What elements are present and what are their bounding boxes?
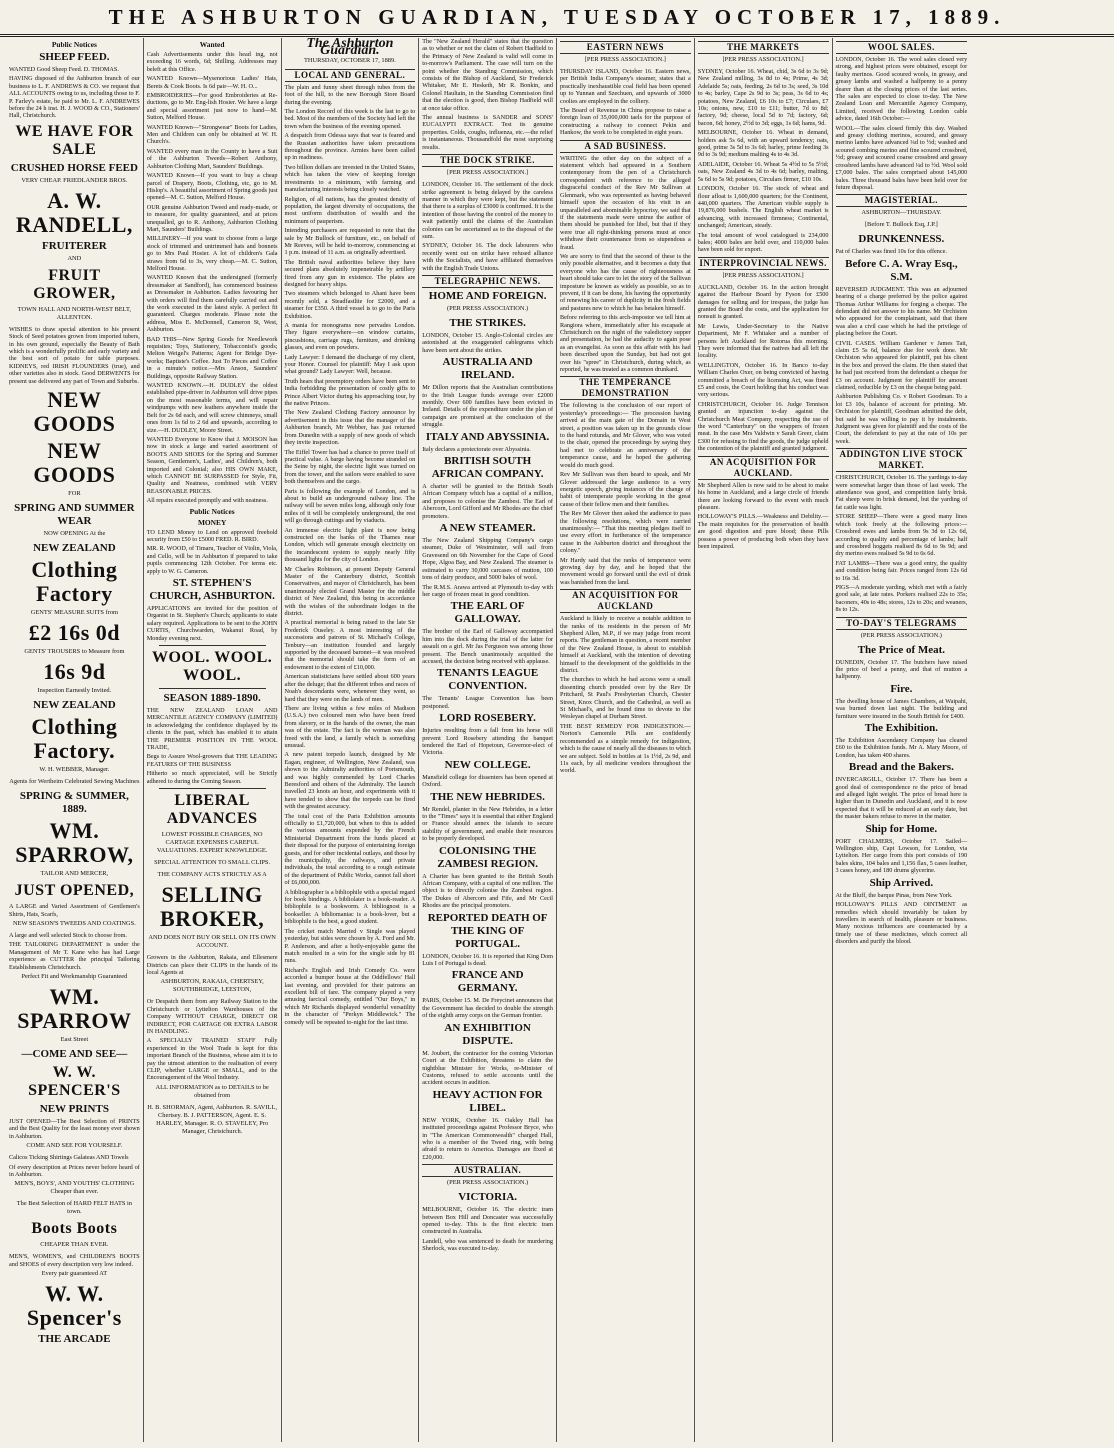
ad-line: ASHBURTON—THURSDAY. xyxy=(861,209,942,217)
ad-line: SHEEP FEED. xyxy=(39,51,110,63)
ad-line: LOWEST POSSIBLE CHARGES, NO CARTAGE EXPENSES CAREFUL VALUATIONS. EXPERT KNOWLEDGE. xyxy=(156,831,268,855)
article-paragraph: WANTED every man in the County to have a Suit of the Ashburton Tweeds—Robert Anthony, Ashburton Clothing Mart, Saunders' Buildings. xyxy=(146,147,278,170)
article-paragraph: The annual business is SANDER and SONS' EUCALYPTI EXTRACT. Test its genuine properties. Colds, coughs, influenza, etc.—the relief is instantaneous. Thousandfold the most surprising results. xyxy=(422,114,553,151)
ad-line: THE STRIKES. xyxy=(449,316,526,329)
ad-line: TOWN HALL AND NORTH-WEST BELT, ALLENTON. xyxy=(17,305,132,321)
article-paragraph: MR. R. WOOD, of Timaru, Teacher of Violin, Viola, and Cello, will be in Ashburton if prepared to take pupils commencing 12th October. For terms etc. apply to W. G. Cameron. xyxy=(146,545,278,575)
article-paragraph: Calicos Ticking Shirtings Galateas AND Towels xyxy=(9,1154,129,1162)
article-paragraph: Intending purchasers are requested to note that the sale by Mr Bullock of furniture, etc., on behalf of Mr Reeves, will be held to-morrow, commencing at 1 p.m. instead of 11 a.m. as originally advertised. xyxy=(284,227,416,257)
ad-line: THE EARL OF GALLOWAY. xyxy=(450,600,525,626)
ad-line: Agents for Wertheim Celebrated Sewing Machines xyxy=(9,778,140,786)
ad-line: THURSDAY, OCTOBER 17, 1889. xyxy=(303,56,396,64)
article-paragraph: The New Zealand Shipping Company's cargo steamer, Duke of Westminster, will sail from Gravesend on 6th November for the Cape of Good Hope, Algoa Bay, and New Zealand. The steamer is estimated to carry 30,000 carcases of mutton, 100 tons of dairy produce, and 5000 bales of wool. xyxy=(422,537,553,582)
article-paragraph: WANTED Known—"Strongwear" Boots for Ladies, Men and Children can only be obtained at W. H. Church's. xyxy=(146,123,278,146)
article-paragraph: WANTED Known that the undersigned (formerly dressmaker at Sandford), has commenced business as Dressmaker in Ashburton. Ladies favouring her with orders will find them carefully carried out and the work executed in the latest style. A perfect fit guaranteed. Charges moderate. Please note the address, Miss E. McDonnell, Cameron St, West, Ashburton. xyxy=(146,274,278,334)
section-heading: LOCAL AND GENERAL. xyxy=(285,69,416,82)
article-paragraph: LONDON, October 16. The wool sales closed very strong, and highest prices were obtained, except for faulty merinos. Good scoured wools, in greasy, and greasy lambs and washed a halfpenny to a penny dearer than at the closing prices of the last series. The sales are expected to close to-day. The New Zealand Loan and Mercantile Agency Company, Limited, received the following London cable advice, dated 16th October:— xyxy=(835,56,968,123)
ad-line: —COME AND SEE— xyxy=(21,1047,128,1060)
article-paragraph: Mr Dillon reports that the Australian contributions to the Irish League funds average over £2000 monthly. Over 600 families have been evicted in Ireland. Details of the expenditure under the plan of campaign are promised at the conclusion of the struggle. xyxy=(422,384,553,429)
article-paragraph: At the Bluff, the barque Pinas, from New York. xyxy=(835,891,953,899)
ad-line: THE COMPANY ACTS STRICTLY AS A xyxy=(157,871,267,879)
article-paragraph: REVERSED JUDGMENT. This was an adjourned hearing of a charge preferred by the police against Thomas Arthur Williams for forging a cheque. The defendant did not answer to his name. Mr Orchiston who appeared for the complainant, said that there was also a civil case which he had the privilege of placing before the Court. xyxy=(835,285,968,338)
column-7 xyxy=(833,38,971,1442)
article-paragraph: Landell, who was sentenced to death for murdering Sherlock, was executed to-day. xyxy=(422,1237,553,1253)
ad-line: THE NEW HEBRIDES. xyxy=(430,790,545,803)
column-1 xyxy=(6,38,144,1442)
ad-line: Wanted xyxy=(199,40,225,49)
ad-line: ITALY AND ABYSSINIA. xyxy=(425,430,550,443)
article-paragraph: Mr Shepherd Allen is now said to be about to make his home in Auckland, and a large circle of friends there are looking forward to the event with much pleasure. xyxy=(697,481,829,511)
article-paragraph: The plain and funny sheet through tubes from the foot of the hill, to the new Borough Store Board during the evening. xyxy=(284,83,416,106)
ad-line: MEN'S, BOYS', AND YOUTHS' CLOTHING Cheaper than ever. xyxy=(14,1180,135,1196)
ad-line: NEW GOODS xyxy=(33,387,116,437)
ad-line: NEW SEASON'S TWEEDS AND COATINGS. xyxy=(12,919,136,927)
article-paragraph: Mr Hardy said that the ranks of temperance were growing day by day, and he hoped that the movement would go forward until the evil of drink was banished from the land. xyxy=(560,556,691,586)
ad-line: The Best Selection of HARD FELT HATS in town. xyxy=(16,1200,132,1216)
ad-line: COLONISING THE ZAMBESI REGION. xyxy=(437,844,539,870)
section-heading: THE TEMPERANCE DEMONSTRATION xyxy=(560,376,691,400)
ad-line: [PER PRESS ASSOCIATION.] xyxy=(722,56,804,63)
ad-line: £2 16s 0d xyxy=(28,620,121,646)
article-paragraph: APPLICATIONS are invited for the position of Organist in St. Stephen's Church; applicants to state salary required. Applications to be sent to the JOHN CURTIS, Churchwarden, Wakanui Road, by Monday evening next. xyxy=(146,605,278,642)
section-heading: EASTERN NEWS xyxy=(560,41,691,54)
section-heading: TO-DAY'S TELEGRAMS xyxy=(836,617,968,630)
article-paragraph: JUST OPENED—The Best Selection of PRINTS and the Best Quality for the least money ever shown in Ashburton. xyxy=(9,1117,140,1140)
article-paragraph: LONDON, October 15. Anglo-Colonial circles are astonished at the exaggerated cablegrams which have been sent about the strikes. xyxy=(422,331,553,354)
ad-line: [PER PRESS ASSOCIATION.] xyxy=(447,169,529,177)
ad-line: BRITISH SOUTH AFRICAN COMPANY. xyxy=(431,455,544,481)
article-paragraph: SYDNEY, October 16. The dock labourers who recently went out on strike have refused alliance with the Socialists, and have affiliated themselves with the English Trade Unions. xyxy=(422,242,553,272)
ad-line: W. H. WEBBER, Manager. xyxy=(39,766,110,774)
article-paragraph: PORT CHALMERS, October 17. Sailed—Wellington ship, Capt Lowson, for London, via Lyttelton. Her cargo from this port consists of 190 bales skins, 104 bales and 1,156 flax, 5 cases leather, 3 cases honey, and 180 drums glycerine. xyxy=(835,837,968,875)
article-paragraph: Begs to Assure Wool-growers that THE LEADING FEATURES OF THE BUSINESS xyxy=(146,753,278,768)
article-paragraph: Auckland is likely to receive a notable addition to the ranks of its residents in the person of Mr Shepherd Allen, M.P., if we may judge from recent reports. The gentleman in question, a recent member of the New Zealand House, is about to establish himself at Auckland, with the intention of devoting himself to the development of the goldfields in the district. xyxy=(560,615,691,675)
ad-line: ASHBURTON, RAKAIA, CHERTSEY, SOUTHBRIDGE, LEESTON, xyxy=(160,978,264,994)
article-paragraph: Hitherto so much appreciated, will be Strictly adhered to during the Coming Season. xyxy=(146,770,278,785)
article-paragraph: CHRISTCHURCH, October 16. The yardings to-day were somewhat larger than those of last week. The attendance was good, and competition fairly brisk. Fat sheep were in brisk demand, but the yarding of fat cattle was light. xyxy=(835,474,968,511)
article-paragraph: There are living within a few miles of Madison (U.S.A.) two coloured men who have been freed from slavery, or in the hands of the owner, the man was of the estate. The fact is the woman was also freed with the land, a family which is something unusual. xyxy=(284,704,416,749)
article-paragraph: Two steamers which belonged to Ahani have been recently sold, a Steadfastlite for £2000, and a steamer for £350. A third vessel is to go to the Paris Exhibition. xyxy=(284,290,416,320)
article-paragraph: Of every description at Prices never before heard of in Ashburton. xyxy=(9,1163,140,1178)
ad-line: VERY CHEAP. FRIEDLANDER BROS. xyxy=(21,176,128,184)
column-2 xyxy=(144,38,282,1442)
article-paragraph: LONDON, October 16. It is reported that King Dom Luis I of Portugal is dead. xyxy=(422,952,553,968)
ad-line: SPRING & SUMMER, 1889. xyxy=(19,790,129,816)
article-paragraph: THE BEST REMEDY FOR INDIGESTION.—Norton's Camomile Pills are confidently recommended as a simple remedy for indigestion, which is the cause of nearly all the diseases to which we are subject. Sold in bottles at 1s 1½d, 2s 9d, and 11s each, by all medicine vendors throughout the world. xyxy=(560,722,691,775)
ad-line: NEW ZEALAND xyxy=(33,699,116,712)
article-paragraph: A practical memorial is being raised to the late Sir Frederick Ouseley. A most interesting of the successions and patrons of St. Michael's College, Tenbury—an institution founded and largely supported by the deceased baronet—it was resolved that the memorial should take the form of an endowment to the extent of £10,000. xyxy=(284,619,416,671)
article-paragraph: NEW YORK, October 16. Oakley Hall has instituted proceedings against Professor Bryce, who in "The American Commonwealth" charged Hall, who is a member of the Tweed ring, with being afraid to return to America. Damages are fixed at £20,000. xyxy=(422,1116,553,1161)
ad-line: [PER PRESS ASSOCIATION.] xyxy=(722,271,804,279)
article-paragraph: Italy declares a protectorate over Abyssinia. xyxy=(422,445,531,453)
article-paragraph: Religion, of all nations, has the greatest density of population, the largest diversity of occupations, the most uniform distribution of wealth and the minimum of pauperism. xyxy=(284,195,416,225)
ad-line: WOOL. WOOL. WOOL. xyxy=(151,649,273,685)
article-paragraph: OUR genuine Ashburton Tweed and ready-made, or to measure, for quality guaranteed, and at prices unequalled, go to R. Anthony, Ashburton Clothing Mart, Saunders' Buildings. xyxy=(146,203,278,233)
article-paragraph: HOLLOWAY'S PILLS AND OINTMENT as remedies which should invariably be taken by travellers in search of health, pleasure or business. Many noxious influences are counteracted by a timely use of these medicines, which correct all disorders and purify the blood. xyxy=(835,901,968,946)
article-paragraph: SYDNEY, October 16. Wheat, chid, 3s 6d to 3s 9d; New Zealand milling, 3s 8d to 4s; Prime, 4s 3d; Adelaide 5s; oats, feeding, 2s 6d to 3s; seed, 3s 10d to 4s; barley, Cape 2s 9d to 3s; peas, 3s 6d to 4s; potatoes, New Zealand, £6 10s to £7; Circulars, £7 10s; onions, new, £10 to £11; butter, 7d to 8d; factory, 9d; cheese, local 5d to 7d; factory, 6d; bacon, 6d; honey, 2½d to 3d; eggs, 1s 6d; hams, 9d. xyxy=(697,68,829,127)
article-paragraph: The R.M.S. Arawa arrived at Plymouth to-day with her cargo of frozen meat in good condition. xyxy=(422,583,553,598)
article-paragraph: PARIS, October 15. M. De Freycinet announces that the Government has decided to double the strength of the eighth army corps on the German frontier. xyxy=(422,997,553,1020)
section-heading: ADDINGTON LIVE STOCK MARKET. xyxy=(836,448,968,472)
article-paragraph: STORE SHEEP—There were a good many lines which took freely at the following prices:—Crossbred ewes and lambs from 9s 3d to 12s 6d, according to quality and percentage of lambs; half and crossbred hoggets realised 8s 6d to 9s 9d; and dry merino ewes realised 5s 9d to 6s 6d. xyxy=(835,513,968,558)
article-paragraph: HAVING disposed of the Ashburton branch of our business to L. F. ANDREWS & CO. we request that ALL ACCOUNTS owing to us, including those to F. P. Farley's estate, be paid to Mr. L. F. ANDREWES before the 24 h inst. H. J. WOOD & CO., Stationers' Hall, Christchurch. xyxy=(9,75,140,120)
article-paragraph: Mr Lewis, Under-Secretary to the Native Department, Mr F. Whitaker and a number of persons left Auckland for Rotorua this morning. They were informed that the natives had all left the locality. xyxy=(697,322,829,360)
column-6 xyxy=(695,38,833,1442)
page-columns xyxy=(6,38,1108,1442)
ad-line: Perfect Fit and Workmanship Guaranteed xyxy=(21,972,128,980)
article-paragraph: WANTED Known—If you want to buy a cheap parcel of Drapery, Boots, Clothing, etc, go to M. Hislop's. A beautiful assortment of Spring goods just opened—M. C. Sutton, Melford House. xyxy=(146,172,278,202)
ad-line: SPECIAL ATTENTION TO SMALL CLIPS. xyxy=(154,859,271,867)
ad-line: Before C. A. Wray Esq., S.M. xyxy=(845,257,958,283)
article-paragraph: The Rev Mr Glover then asked the audience to pass the following resolutions, which were carried unanimously:— "That this meeting pledges itself to use every effort in furtherance of the temperance cause in the Ashburton district and throughout the colony." xyxy=(560,510,691,555)
ad-line: FRUITERER xyxy=(41,239,107,252)
ad-line: East Street xyxy=(60,1035,89,1043)
section-heading: AUSTRALIAN. xyxy=(422,1164,553,1177)
section-heading: A SAD BUSINESS. xyxy=(560,140,691,153)
ad-line: GENTS' TROUSERS to Measure from xyxy=(24,648,125,656)
ad-line: SELLING BROKER, xyxy=(159,882,265,932)
article-paragraph: Mr Charles Robinson, at present Deputy General Master of the Canterbury district, Scottish Conservatives, and mayor of Christchurch, has been unanimously elected Grand Master for the middle district of New Zealand, this being in accordance with the wishes of the subordinate lodges in the district. xyxy=(284,565,416,618)
ad-line: VICTORIA. xyxy=(458,1191,518,1204)
article-paragraph: INVERCARGILL, October 17. There has been a good deal of correspondence re the price of bread and alleged light weight. The price of bread here is higher than in Dunedin and Auckland, and it is now expected that it will be reduced at an early date, but the master bakers refuse to move in the matter. xyxy=(835,776,968,821)
article-paragraph: WANTED KNOWN.—H. DUDLEY the oldest established pipe-driver in Ashburton will drive pipes on the most reasonable terms, and will repair windpumps with new leathers anywhere inside the Belt for 2s 6d each, and will screw chimneys, small ones from 1s 6d to 2 6d and upwards, according to size.—H. DUDLEY, Moore Street. xyxy=(146,382,278,434)
ad-line: TENANTS LEAGUE CONVENTION. xyxy=(437,667,539,693)
article-paragraph: A SPECIALLY TRAINED STAFF Fully experienced in the Wool Trade is kept for this important Branch of the Business, whose aim it is to pay the utmost attention to the realisation of every CLIP, whether LARGE or SMALL, and to the Encouragement of the Wool Industry. xyxy=(146,1037,278,1082)
ad-line: A. W. RANDELL, xyxy=(15,187,133,237)
article-paragraph: WRITING the other day on the subject of a statement which had appeared in a Southern contemporary from the pen of a Christchurch correspondent with reference to the alleged disgraceful conduct of the Rev Mr Sullivan at Glenmark, who was represented as having behaved himself upon the occasion of his visit in an unparalleled and abominable hypocrisy, we said that if the statements made were untrue the author of them should be punished for libel, but that if they were true all right-thinking persons must at once withdraw their countenance from so stupendous a fraud. xyxy=(560,154,691,251)
ad-line: Fire. xyxy=(890,682,913,695)
ad-line: AUSTRALIA AND IRELAND. xyxy=(442,356,533,382)
article-paragraph: American statisticians have settled about 600 years after the deluge; that the different tribes and races of Noah's descendants were, whenever they went, so hard that they were on the lands of men. xyxy=(284,673,416,703)
ad-line: Clothing Factory. xyxy=(31,714,118,764)
article-paragraph: WANTED Good Sheep Feed. D. THOMAS. xyxy=(9,66,119,73)
article-paragraph: Rev Mr Sullivan was then heard to speak, and Mr Glover addressed the large audience in a very energetic speech, giving instances of the change of habit of intemperate people working in the great cause of their fellow men and their families. xyxy=(560,471,691,508)
ad-line: THE ARCADE xyxy=(38,1333,111,1346)
ad-line: GENTS' MEASURE SUITS from xyxy=(30,609,118,617)
ad-line: (PER PRESS ASSOCIATION.) xyxy=(860,631,942,639)
ad-line: SPRING AND SUMMER WEAR xyxy=(14,502,135,528)
article-paragraph: Paris is following the example of London, and is about to build an underground railway line. The railway will be seven miles long, although only four miles of it will be completely underground, the rest will go through cuttings and by viaducts. xyxy=(284,487,416,525)
ad-line: LIBERAL ADVANCES xyxy=(166,792,258,828)
section-heading: WOOL SALES. xyxy=(836,41,968,54)
article-paragraph: The total amount of wool catalogued is 234,000 bales; 4000 bales are held over, and 110,000 bales have been sold for export. xyxy=(697,231,829,254)
ad-line: WM. SPARROW xyxy=(17,983,132,1033)
ad-line: FRUIT GROWER, xyxy=(33,266,116,302)
ad-line: ST. STEPHEN'S CHURCH, ASHBURTON. xyxy=(149,577,275,602)
article-paragraph: A mania for monograms now pervades London. They figure everywhere—on window curtains, pincushions, carriage rugs, furniture, and drinking glasses, and even on powders. xyxy=(284,322,416,352)
section-heading: INTERPROVINCIAL NEWS. xyxy=(699,257,827,268)
ad-line: WE HAVE FOR SALE xyxy=(15,122,134,158)
article-paragraph: THE TAILORING DEPARTMENT is under the Management of Mr T. Kane who has had Large experience as CUTTER the principal Tailoring Establishments Christchurch. xyxy=(9,941,140,971)
article-paragraph: The British naval authorities believe they have secured plans absolutely impenetrable by artillery fired from any gun in existence. The plates are designed for heavy ships. xyxy=(284,258,416,288)
article-paragraph: MELBOURNE, October 16. The electric tram between Box Hill and Doncaster was successfully opened to-day. This is the first electric tram constructed in Australia. xyxy=(422,1206,553,1236)
ad-line: NEW PRINTS xyxy=(39,1102,109,1115)
ad-line: H. B. SHORMAN, Agent, Ashburton. R. SAVILL, Chertsey. B. J. PATTERSON, Agent. E. S. HARLEY, Manager. R. O. STAVELEY, Pro Manager, Christchurch. xyxy=(147,1103,277,1135)
column-3 xyxy=(282,38,420,1442)
ad-line: NEW ZEALAND xyxy=(33,542,116,555)
ad-line: A NEW STEAMER. xyxy=(439,522,536,535)
article-paragraph: DUNEDIN, October 17. The butchers have raised the price of beef a penny, and that of mutton a halfpenny. xyxy=(835,658,968,681)
ad-line: FOR xyxy=(68,490,81,498)
ad-line: [Before T. Bullock Esq, J.P.] xyxy=(864,221,938,229)
article-paragraph: All repairs executed promptly and with neatness. xyxy=(146,497,268,505)
article-paragraph: Mr Rendel, planter in the New Hebrides, in a letter to the "Times" says it is essential that either England or France should annex the islands to secure stability of government, and enable their resources to be properly developed. xyxy=(422,805,553,843)
article-paragraph: MELBOURNE, October 16. Wheat in demand, holders ask 5s 6d, with an upward tendency; oats, good, prime 3s 5d to 3s 6d; barley, prime feeding 3s 9d to 3s 9d; medium malting 4s to 4s 3d. xyxy=(697,129,829,159)
ad-line: AND DOES NOT BUY OR SELL ON ITS OWN ACCOUNT. xyxy=(148,934,276,950)
article-paragraph: BAD THIS—New Spring Goods for Needlework requisites; Toys, Stationery, Tobacconist's goods; Melton Weigel's Patterns; Agent for Bridge Dye-works; Baptiste's Coffee. Just To Pieces and Coffee in a minute's notice.—Mrs Anson, Saunders' Buildings, opposite Railway Station. xyxy=(146,335,278,380)
ad-line: Ship Arrived. xyxy=(869,876,934,889)
ad-line: Boots Boots xyxy=(31,1220,118,1238)
article-paragraph: A new patent torpedo launch, designed by Mr Eagan, engineer, of Wellington, New Zealand, was shown to the Admiralty authorities of Portsmouth, and was highly commended by Lord Charles Beresford and others of the Admiralty. The launch travelled 23 knots an hour, and experiments with it have tended to show that the torpedo can be fired with the greatest accuracy. xyxy=(284,751,416,811)
divider-rule xyxy=(159,688,266,689)
section-heading: AN ACQUISITION FOR AUCKLAND. xyxy=(698,456,829,480)
article-paragraph: Or Despatch them from any Railway Station to the Christchurch or Lyttelton Warehouses of the Company WITHOUT CHARGE, DIRECT OR INDIRECT, FOR CARTAGE OR EXTRA LABOR IN HANDLING. xyxy=(146,998,278,1035)
ad-line: JUST OPENED, xyxy=(14,882,135,900)
ad-line: NEW COLLEGE. xyxy=(444,758,531,771)
article-paragraph: LONDON, October 16. The settlement of the dock strike agreement is being delayed by the careless manner in which they were kept, but the statement that there is a surplus of £3000 is confirmed. It is the intention of those having the control of the money to wait patiently until the claims of the Australian colonies can be ascertained as to the disposal of the sum. xyxy=(422,181,553,240)
article-paragraph: A Charter has been granted to the British South African Company, with a capital of one million. The object is to directly colonise the Zambesi region. The Dukes of Abercorn and Fife, and Mr Cecil Rhodes are the principal promoters. xyxy=(422,872,553,910)
ad-line: Public Notices xyxy=(51,40,97,49)
article-paragraph: Mansfield college for dissenters has been opened at Oxford. xyxy=(422,773,553,789)
ad-line: SEASON 1889-1890. xyxy=(163,692,261,705)
article-paragraph: ADELAIDE, October 16. Wheat 5s 4½d to 5s 5½d; oats, New Zealand 4s 3d to 4s 6d; barley, malting, 5s 6d to 5s 9d; potatoes, Circulars firmer, £10 10s. xyxy=(697,160,829,183)
article-paragraph: The brother of the Earl of Galloway accompanied him into the dock during the trial of the latter for assault on a girl. Mr Jas Ferguson was among those present. The Bench unanimously acquitted the accused, the decision being received with applause. xyxy=(422,628,553,665)
ad-line: HOME AND FOREIGN. xyxy=(428,289,547,302)
article-paragraph: WISHES to draw special attention to his present Stock of Seed potatoes grown from imported tubers, in his own ground, especially the Beauty of Bath which is a wonderfully prolific and early variety and the best sort of potato for table purposes. KIDNEYS, red IRISH FLOUNDERS (true), and other varieties also in stock. Good DERWENTS for present use delivered any part of Town and Suburbs. xyxy=(9,325,140,385)
ad-line: W. W. SPENCER'S xyxy=(28,1063,121,1099)
column-5 xyxy=(557,38,695,1442)
article-paragraph: Two billion dollars are invested in the United States, which has taken the view of keeping foreign investments to a minimum, with farming and manufacturing interests being closely watched. xyxy=(284,163,416,194)
article-paragraph: TO LEND Money to Lend on approved freehold security from £50 to £5000 FRED. R. BIRD. xyxy=(146,528,278,543)
article-paragraph: An immense electric light plant is now being constructed on the banks of the Thames near London, which will generate enough electricity on the incandescent system to supply nearly fifty thousand lights for the city of London. xyxy=(284,526,416,564)
ad-line: LORD ROSEBERY. xyxy=(439,712,536,725)
article-paragraph: Lady Lawyer: I demand the discharge of my client, your Honor. Counsel for plaintiff: May I ask upon what ground? Lady Lawyer: Well, because. xyxy=(284,353,416,376)
section-heading: THE DOCK STRIKE. xyxy=(422,154,553,167)
article-paragraph: MEN'S, WOMEN'S, and CHILDREN'S BOOTS and SHOES of every description very low indeed. xyxy=(9,1253,140,1268)
article-paragraph: PIGS—A moderate yarding, which met with a fairly good sale, at late rates. Porkers realised 22s to 35s; baconers, 40s to 48s; stores, 12s to 20s; and weaners, 8s to 12s. xyxy=(835,583,968,614)
article-paragraph: A LARGE and Varied Assortment of Gentlemen's Shirts, Hats, Scarfs, xyxy=(9,903,140,918)
ad-line: ALL INFORMATION as to DETAILS to be obtained from xyxy=(155,1083,269,1099)
article-paragraph: WANTED Everyone to Know that J. MOISON has now in stock a large and varied assortment of BOOTS AND SHOES for the Spring and Summer Season, Gentlemen's, Ladies', and Children's, both imported and Colonial; also HIS OWN MAKE, which CANNOT BE SURPASSED for Style, Fit, Quality and Neatness, combined with VERY REASONABLE PRICES. xyxy=(146,435,278,495)
article-paragraph: The dwelling house of James Chambers, at Waipahi, was burned down last night. The building and furniture were insured in the South British for £400. xyxy=(835,697,968,720)
ad-line: WM. SPARROW, xyxy=(15,818,134,868)
article-paragraph: The Board of Revenue in China propose to raise a foreign loan of 35,000,000 taels for the purpose of constructing a railway to connect Pekin and Hankow, the work to be completed in eight years. xyxy=(560,107,691,137)
article-paragraph: The churches to which he had access were a small dissenting church presided over by the Rev Dr Pritchard, St Paul's Presbyterian Church, Chester Street, Knox Church, and the Cathedral, as well as St Michael's, and he found time to devote to the Wesleyan chapel at Durham Street. xyxy=(560,676,691,721)
ad-line: The Ashburton Guardian. xyxy=(306,38,394,59)
article-paragraph: Ashburton Publishing Co. v Robert Goodman. To a lot £3 10s, balance of account for printing. Mr. Orchiston for plaintiff, Goodman admitted the debt, but said he was willing to pay it by instalments. Judgment was given for plaintiff and the costs of the Court, the defendant to pay at the rate of 10s per week. xyxy=(835,393,968,445)
article-paragraph: LONDON, October 16. The stock of wheat and flour afloat is 1,600,000 quarters; for the Continent, 440,000 quarters. The American visible supply is 19,876,000 bushels. The English wheat market is advancing, with increased firmness; Continental, unchanged; American, steady. xyxy=(697,185,829,230)
ad-line: HEAVY ACTION FOR LIBEL. xyxy=(432,1088,543,1114)
ad-line: (PER PRESS ASSOCIATION.) xyxy=(447,304,529,312)
ad-line: NEW GOODS xyxy=(33,438,116,488)
ad-line: AND xyxy=(67,254,82,262)
ad-line: 16s 9d xyxy=(43,659,106,685)
ad-line: DRUNKENNESS. xyxy=(858,233,945,246)
ad-line: FRANCE AND GERMANY. xyxy=(451,969,524,995)
article-paragraph: Richard's English and Irish Comedy Co. were accorded a bumper house at the Oddfellows' Hall last evening, and provided for their patrons an excellent bill of fare. The company played a very amusing farcical comedy, entitled "Our Boys," in which Mr Richards displayed wonderful versatility in the character of "Perkyn Middlewick." The comedy will be repeated to-night for the last time. xyxy=(284,966,416,1026)
article-paragraph: The Exhibition Ascendancy Company has cleared £60 to the Exhibition funds. Mr A. Mary Moore, of London, has taken 400 shares. xyxy=(835,737,968,759)
ad-line: W. W. Spencer's xyxy=(26,1281,122,1331)
section-heading: TELEGRAPHIC NEWS. xyxy=(422,275,553,288)
ad-line: CHEAPER THAN EVER. xyxy=(40,1241,109,1249)
article-paragraph: The cricket match Married v Single was played yesterday, but sides were chosen by A. Ford and Mr. P. Anderson, and after a hotly-enjoyable game the match resulted in a win for the single side by 81 runs. xyxy=(284,927,416,965)
article-paragraph: A charter will be granted to the British South African Company which has a capital of a million, and proposes to colonise the Zambesi. The Earl of Abercorn, Lord Gifford and Mr Rhodes are the chief promoters. xyxy=(422,483,553,520)
divider-rule xyxy=(159,788,266,789)
section-heading: MAGISTERIAL. xyxy=(836,194,968,207)
ad-line: REPORTED DEATH OF THE KING OF PORTUGAL. xyxy=(427,911,548,950)
article-paragraph: THE NEW ZEALAND LOAN AND MERCANTILE AGENCY COMPANY (LIMITED) in acknowledging the confidence displayed by its clients in the past, which has enabled it to attain THE PREMIER POSITION IN THE WOOL TRADE, xyxy=(146,707,278,752)
article-paragraph: WELLINGTON, October 16. In Banco to-day William Charles Oxer, on being convicted of having committed a breach of the licensing Act, was fined £5 and costs, the Court holding that his conduct was very serious. xyxy=(697,361,829,399)
article-paragraph: CHRISTCHURCH, October 16. Judge Tennison granted an injunction to-day against the Christchurch Meat Company, respecting the use of the word "Canterbury" on the wrappers of frozen meat. In the case Mrs Valdwin v Sarah Greer, claim £300 for refusing to find the goods, the judge upheld the contention of the plaintiff and granted judgment. xyxy=(697,400,829,453)
article-paragraph: Before referring to this arch-impostor we tell him at Rangiora where, immediately after his escapade at Christchurch on the night of the valedictory supper and presentation, he had the audacity to again pose as an evangelist. As soon as this affair with his had been described upon the Sunday, but had not got over his "spree" in Christchurch, during which, as reported, he was treated as a common drunkard. xyxy=(560,314,691,374)
ad-line: NOW OPENING At the xyxy=(43,530,106,538)
ad-line: COME AND SEE FOR YOURSELF. xyxy=(26,1142,123,1150)
ad-line: AN EXHIBITION DISPUTE. xyxy=(444,1021,531,1047)
article-paragraph: The total cost of the Paris Exhibition amounts officially to £1,720,000, but when to this is added the various amounts expended by the French Ministerial Department from the funds placed at their disposal for the purpose of entertaining foreign guests, and for other incidental outlays, and those by the municipality, the railways, and private individuals, the total according to a rough estimate of the department of Public Works, cannot fall short of £6,000,000. xyxy=(284,812,416,887)
article-paragraph: A bibliographer is a bibliophile with a special regard for book bindings. A bibliolater is a book-reader. A bibliophile is a bookworm. A bibliognost is a bookseller. A bibliomaniac is a book-lover, but a bibliophile is the best, a good student. xyxy=(284,888,416,926)
article-paragraph: We are sorry to find that the second of these is the only possible alternative, and it becomes a duty that everyone who has the cause of righteousness at heart should take care to let the story of the Sullivan imposture be known as widely as possible, so as to prevent, if it can be done, his having the opportunity of renewing his career of duplicity in the fresh fields and pastures new to which he has betaken himself. xyxy=(560,252,691,312)
column-4 xyxy=(419,38,557,1442)
masthead: THE ASHBURTON GUARDIAN, TUESDAY OCTOBER 17, 1889. xyxy=(0,0,1114,37)
article-paragraph: Truth hears that preemptory orders have been sent to India forbidding the presentation of costly gifts to Prince Albert Victor during his approaching tour, by the native Princes. xyxy=(284,377,416,408)
article-paragraph: EMBROIDERIES—For good Embroideries at Re-ductions, go to Mr. Eng-lish Hosier. We have a large and special assortment just now to hand—M. Sutton, Melford House. xyxy=(146,92,278,122)
article-paragraph: The Tenants' League Convention has been postponed. xyxy=(422,695,553,710)
article-paragraph: The Eiffel Tower has had a chance to prove itself of practical value. A barge having become stranded on the Seine by night, the electric light was turned on from the tower, and the sailors were enabled to save both themselves and the cargo. xyxy=(284,448,416,486)
article-paragraph: Pat of Charles was fined 10s for this offence. xyxy=(835,248,947,256)
ad-line: The Exhibition. xyxy=(864,722,939,734)
article-paragraph: Injuries resulting from a fall from his horse will prevent Lord Rosebery attending the banquet tendered the Earl of Hopetoun, Governor-elect of Victoria. xyxy=(422,727,553,757)
section-heading: THE MARKETS xyxy=(698,41,829,54)
article-paragraph: The London Record of this week is the last to go to bed. Most of the members of the Society had left the town when the business of the evening opened. xyxy=(284,108,416,130)
ad-line: (PER PRESS ASSOCIATION.) xyxy=(447,1179,529,1187)
article-paragraph: The "New Zealand Herald" states that the question as to whether or not the claim of Robert Hadfield to the Primacy of New Zealand is valid will come in to-morrow's Parliament. The case will turn on the point whether the Standing Commission, which consists of the Bishop of Auckland, Sir Frederick Whitaker, Mr E. Hesketh, Mr R. Bonkin, and Colonel Haultain, in the Standing Commission find that the election is good, then Bishop Hadfield will at once take office. xyxy=(422,38,553,112)
ad-line: Clothing Factory xyxy=(31,557,118,607)
article-paragraph: Cash Advertisements under this head ing, not exceeding 16 words, 6d; Shilling. Addresses may beleft at this Office. xyxy=(146,51,278,73)
ad-line: The Price of Meat. xyxy=(857,643,946,656)
article-paragraph: FAT LAMBS—There was a good entry, the quality and condition being fair. Prices ranged from 12s 6d to 16s 3d. xyxy=(835,559,968,582)
article-paragraph: The New Zealand Clothing Factory announce by advertisement in this issue that the manager of the Ashburton branch, Mr Webber, has just returned from Dunedin with a supply of new goods of which they invite inspection. xyxy=(284,409,416,447)
section-heading: AN ACQUISITION FOR AUCKLAND xyxy=(560,589,691,613)
ad-line: TAILOR AND MERCER, xyxy=(40,870,109,878)
article-paragraph: HOLLOWAY'S PILLS.—Weakness and Debility.—The main requisites for the preservation of health are good digestion and pure blood; these Pills possess a power of producing both when they have been impaired. xyxy=(697,513,829,550)
ad-line: [PER PRESS ASSOCIATION.] xyxy=(584,56,666,63)
article-paragraph: THURSDAY ISLAND, October 16. Eastern news, per British India Company's steamer, states that a practically inexhaustible coal field has been opened up to Yunnan and Szechuen, and upwards of 3000 coolies are employed in the colliery. xyxy=(560,68,691,105)
ad-line: MONEY xyxy=(197,517,227,527)
ad-line: CRUSHED HORSE FEED xyxy=(10,161,138,174)
article-paragraph: The following is the conclusion of our report of yesterday's proceedings:— The procession having arrived at the main gate of the Domain in West street, a position was taken up in the grounds close to the band rotunda, and Mr Glover, who was voted to the chair, opened the proceedings by saying they had met to celebrate an anniversary of the temperance cause, and he hoped the gathering would do much good. xyxy=(560,402,691,469)
article-paragraph: AUCKLAND, October 16. In the action brought against the Harbour Board by Fyson for £500 damages for selling and for trespass, the judge has granted the Board the costs, and the application for nonsuit is granted. xyxy=(697,283,829,321)
ad-line: Inspection Earnestly Invited. xyxy=(37,687,112,695)
article-paragraph: Growers in the Ashburton, Rakaia, and Ellesmere Districts can place their CLIPS in the hands of its local Agents at xyxy=(146,954,278,976)
article-paragraph: MILLINERY—If you want to choose from a large stock of trimmed and untrimmed hats and bonnets go to Mrs Paul Hosier. A lot of children's Gala straws from 6d to 3s, very cheap.—M. C. Sutton, Melford House. xyxy=(146,235,278,272)
article-paragraph: CIVIL CASES. William Gardener v James Tait, claim £5 5s 6d, balance due for work done. Mr Orchiston who appeared for plaintiff, put his client in the box and proved the claim. He then stated that he had just received from the defendant a cheque for £3 on account. Judgment for plaintiff for amount claimed, reducible by £3 on the cheque being paid. xyxy=(835,339,968,391)
divider-rule xyxy=(159,645,266,646)
article-paragraph: A despatch from Odessa says that war is feared and the Russian authorities have taken precautions throughout the province. Armies have been called up in readiness. xyxy=(284,132,416,162)
article-paragraph: WOOL—The sales closed firmly this day. Washed and greasy clothing merinos, scoured, and greasy merino lambs have advanced ¼d to ½d; washed and scoured combing merino and fine scoured crossbred, ½d; greasy and scoured coarse crossbred and greasy crossbred lambs have advanced ¼d to ½d. Wool sold £7,000 bales. The sales comprised about 145,000 bales. Three thousand bales have been held over for future disposal. xyxy=(835,124,968,191)
ad-line: Public Notices xyxy=(189,506,235,516)
article-paragraph: A large and well selected Stock to choose from. xyxy=(9,931,127,939)
ad-line: Every pair guaranteed AT xyxy=(41,1270,108,1278)
ad-line: Bread and the Bakers. xyxy=(848,761,954,774)
article-paragraph: WANTED Known—Mysenorious Ladies' Hats, Berets & Cook Boots. Is 6d pair—W. H. O... xyxy=(146,75,278,90)
ad-line: Ship for Home. xyxy=(865,822,938,835)
article-paragraph: M. Joubert, the contractor for the coming Victorian Court at the Exhibition, threatens to claim the nightblue Minister for Works, re-Minister of Customs, refused to settle accounts until the accident occurs in audition. xyxy=(422,1049,553,1087)
